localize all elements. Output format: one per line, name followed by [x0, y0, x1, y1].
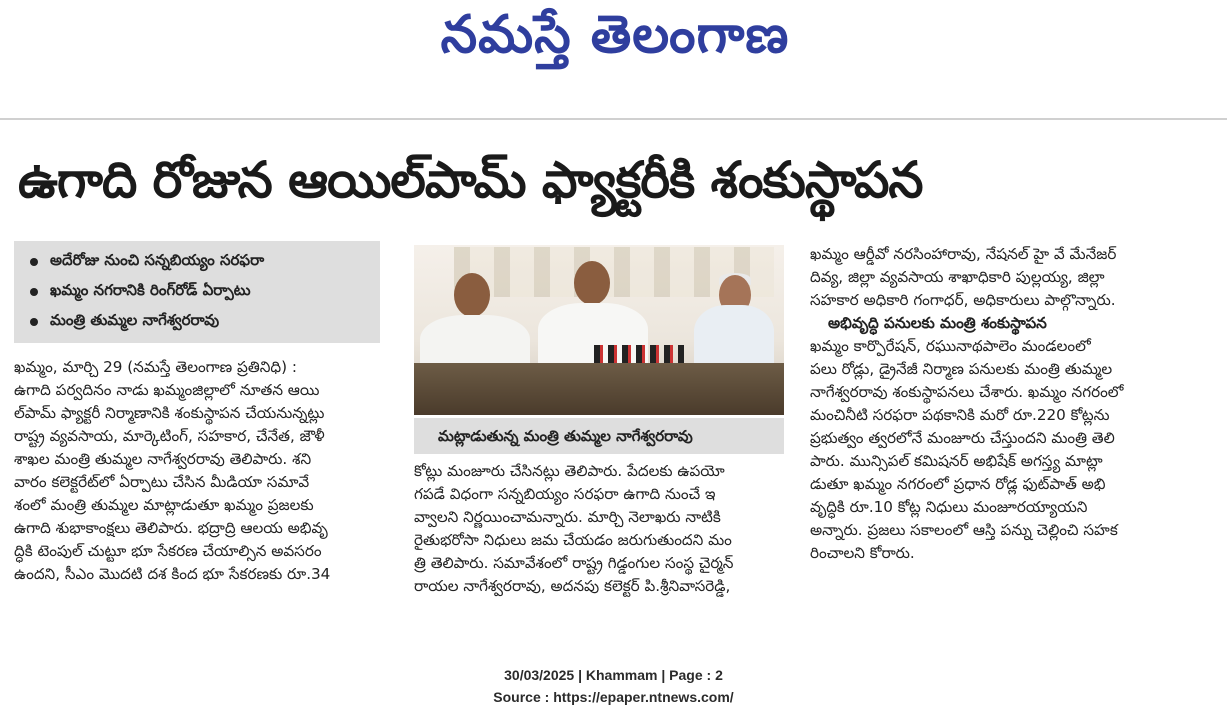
article-headline: ఉగాది రోజున ఆయిల్‌పామ్ ఫ్యాక్టరీకి శంకుస్థాపన [18, 151, 923, 209]
article-column-2 [414, 460, 786, 598]
text-line: ఖమ్మం ఆర్డీవో నరసింహారావు, నేషనల్ హై వే మేనేజర్ [810, 245, 1117, 263]
text-line: శాఖల మంత్రి తుమ్మల నాగేశ్వరరావు తెలిపారు. శని [14, 450, 312, 468]
text-line: రాయల నాగేశ్వరరావు, అదనపు కలెక్టర్ పి.శ్రీనివాసరెడ్డి, [414, 577, 731, 595]
bullet-icon [30, 288, 38, 296]
highlights-box [14, 241, 380, 343]
source-link[interactable]: Source : https://epaper.ntnews.com/ [493, 689, 734, 705]
text-line: వృద్ధికి రూ.10 కోట్ల నిధులు మంజూరయ్యాయని [810, 498, 1088, 516]
text-line: పలు రోడ్లు, డ్రైనేజీ నిర్మాణ పనులకు మంత్రి తుమ్మల [810, 360, 1113, 378]
edition-info: 30/03/2025 | Khammam | Page : 2 [504, 667, 723, 683]
highlight-item [24, 277, 370, 307]
text-line: ఉందని, సీఎం మొదటి దశ కింద భూ సేకరణకు రూ.34 [14, 565, 331, 583]
text-line: అన్నారు. ప్రజలు సకాలంలో ఆస్తి పన్ను చెల్లించి సహక [810, 521, 1118, 539]
text-line: డుతూ ఖమ్మం నగరంలో ప్రధాన రోడ్ల ఫుట్‌పాత్ అభి [810, 475, 1106, 493]
text-line: రైతుభరోసా నిధులు జమ చేయడం జరుగుతుందని మం [414, 531, 732, 549]
highlight-text: ఖమ్మం నగరానికి రింగ్‌రోడ్ ఏర్పాటు [50, 281, 251, 299]
text-line: ల్‌పామ్ ఫ్యాక్టరీ నిర్మాణానికి శంకుస్థాపన చేయనున్నట్లు [14, 404, 325, 422]
subheading: అభివృద్ధి పనులకు మంత్రి శంకుస్థాపన [828, 314, 1047, 332]
text-line: ఉగాది పర్వదినం నాడు ఖమ్మంజిల్లాలో నూతన ఆయి [14, 381, 320, 399]
photo-table [414, 363, 784, 415]
photo-microphones [594, 345, 684, 365]
text-line: గపడే విధంగా సన్నబియ్యం సరఫరా ఉగాది నుంచే ఇ [414, 485, 716, 503]
masthead-logo [380, 4, 850, 74]
text-line: దివ్య, జిల్లా వ్యవసాయ శాఖాధికారి పుల్లయ్య, జిల్లా [810, 268, 1105, 286]
bullet-icon [30, 318, 38, 326]
page-footer [0, 664, 1227, 708]
masthead-title: నమస్తే తెలంగాణ [440, 4, 790, 65]
text-line: ఖమ్మం కార్పొరేషన్, రఘునాథపాలెం మండలంలో [810, 337, 1091, 355]
text-line: ఖమ్మం, మార్చి 29 (నమస్తే తెలంగాణ ప్రతినిధి) : [14, 358, 297, 376]
article-column-3 [810, 243, 1215, 565]
text-line: మంచినీటి సరఫరా పథకానికి మరో రూ.220 కోట్లను [810, 406, 1110, 424]
highlight-text: అదేరోజు నుంచి సన్నబియ్యం సరఫరా [50, 251, 265, 269]
text-line: ఉగాది శుభాకాంక్షలు తెలిపారు. భద్రాద్రి ఆలయ అభివృ [14, 519, 328, 537]
text-line: శంలో మంత్రి తుమ్మల మాట్లాడుతూ ఖమ్మం ప్రజలకు [14, 496, 314, 514]
text-line: వ్వాలని నిర్ణయించామన్నారు. మార్చి నెలాఖరు నాటికి [414, 508, 721, 526]
bullet-icon [30, 258, 38, 266]
photo-caption: మట్లాడుతున్న మంత్రి తుమ్మల నాగేశ్వరరావు [414, 418, 784, 454]
text-line: నాగేశ్వరరావు శంకుస్థాపనలు చేశారు. ఖమ్మం నగరంలో [810, 383, 1124, 401]
photo-person-head [454, 273, 490, 317]
text-line: సహకార అధికారి గంగాధర్, అధికారులు పాల్గొన్నారు. [810, 291, 1116, 309]
text-line: ద్ధికి టెంపుల్ చుట్టూ భూ సేకరణ చేయాల్సిన అవసరం [14, 542, 322, 560]
text-line: ప్రభుత్వం త్వరలోనే మంజూరు చేస్తుందని మంత్రి తెలి [810, 429, 1115, 447]
text-line: త్రి తెలిపారు. సమావేశంలో రాష్ట్ర గిడ్డంగుల సంస్థ చైర్మన్ [414, 554, 734, 572]
text-line: రాష్ట్ర వ్యవసాయ, మార్కెటింగ్, సహకార, చేనేత, జౌళీ [14, 427, 325, 445]
masthead-divider [0, 118, 1227, 120]
text-line: రించాలని కోరారు. [810, 544, 915, 562]
photo-person-head [574, 261, 610, 305]
article-column-1 [14, 356, 384, 586]
text-line: కోట్లు మంజూరు చేసినట్లు తెలిపారు. పేదలకు ఉపయో [414, 462, 725, 480]
photo-person [694, 305, 774, 371]
highlight-item [24, 247, 370, 277]
article-photo [414, 245, 784, 415]
text-line: వారం కలెక్టరేట్‌లో ఏర్పాటు చేసిన మీడియా సమావే [14, 473, 310, 491]
highlight-text: మంత్రి తుమ్మల నాగేశ్వరరావు [50, 311, 220, 329]
text-line: పారు. మున్సిపల్ కమిషనర్ అభిషేక్ అగస్త్య మాట్లా [810, 452, 1103, 470]
highlight-item [24, 307, 370, 337]
